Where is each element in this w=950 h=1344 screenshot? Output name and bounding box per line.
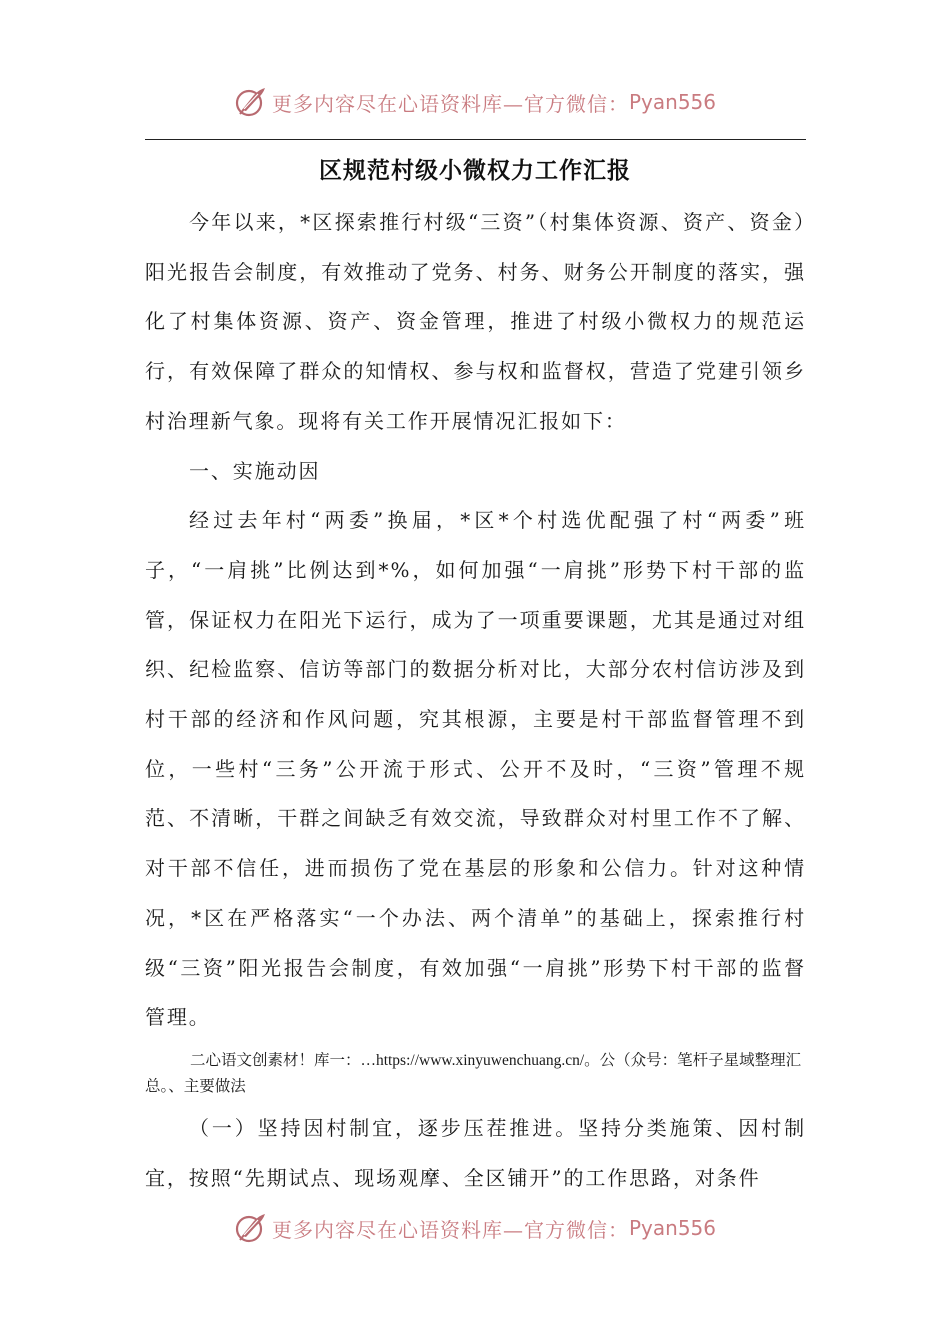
document-body [145,198,806,1203]
banner-text: 更多内容尽在心语资料库—官方微信： [271,91,629,116]
section-heading-1: 一、实施动因 [189,458,321,483]
header-banner [0,82,950,122]
watermark-note: 二心语文创素材！库一：…https://www.xinyuwenchuang.cn/。公（众号：笔杆子星域整理汇总。、主要做法 [145,1051,802,1095]
banner-wechat-id: Pyan556 [628,90,716,114]
quill-logo-icon [234,1211,268,1245]
banner-wechat-id: Pyan556 [628,1216,716,1240]
motivation-paragraph: 经过去年村“两委”换届，*区*个村选优配强了村“两委”班子，“一肩挑”比例达到*%，如何加强“一肩挑”形势下村干部的监管，保证权力在阳光下运行，成为了一项重要课题，尤其是通过对组织、纪检监察、信访等部门的数据分析对比，大部分农村信访涉及到村干部的经济和作风问题，究其根源，主要是村干部监督管理不到位，一些村“三务”公开流于形式、公开不及时，“三资”管理不规范、不清晰，干群之间缺乏有效交流，导致群众对村里工作不了解、对干部不信任，进而损伤了党在基层的形象和公信力。针对这种情况，*区在严格落实“一个办法、两个清单”的基础上，探索推行村级“三资”阳光报告会制度，有效加强“一肩挑”形势下村干部的监督管理。 [145,508,806,1030]
banner-text: 更多内容尽在心语资料库—官方微信： [271,1217,629,1242]
quill-logo-icon [234,85,268,119]
document-title: 区规范村级小微权力工作汇报 [319,158,631,184]
intro-paragraph: 今年以来，*区探索推行村级“三资”（村集体资源、资产、资金）阳光报告会制度，有效推动了党务、村务、财务公开制度的落实，强化了村集体资源、资产、资金管理，推进了村级小微权力的规范运行，有效保障了群众的知情权、参与权和监督权，营造了党建引领乡村治理新气象。现将有关工作开展情况汇报如下： [145,210,806,433]
footer-banner [0,1208,950,1248]
header-divider [145,139,806,140]
practice-paragraph: （一）坚持因村制宜，逐步压茬推进。坚持分类施策、因村制宜，按照“先期试点、现场观摩、全区铺开”的工作思路，对条件 [145,1115,806,1190]
